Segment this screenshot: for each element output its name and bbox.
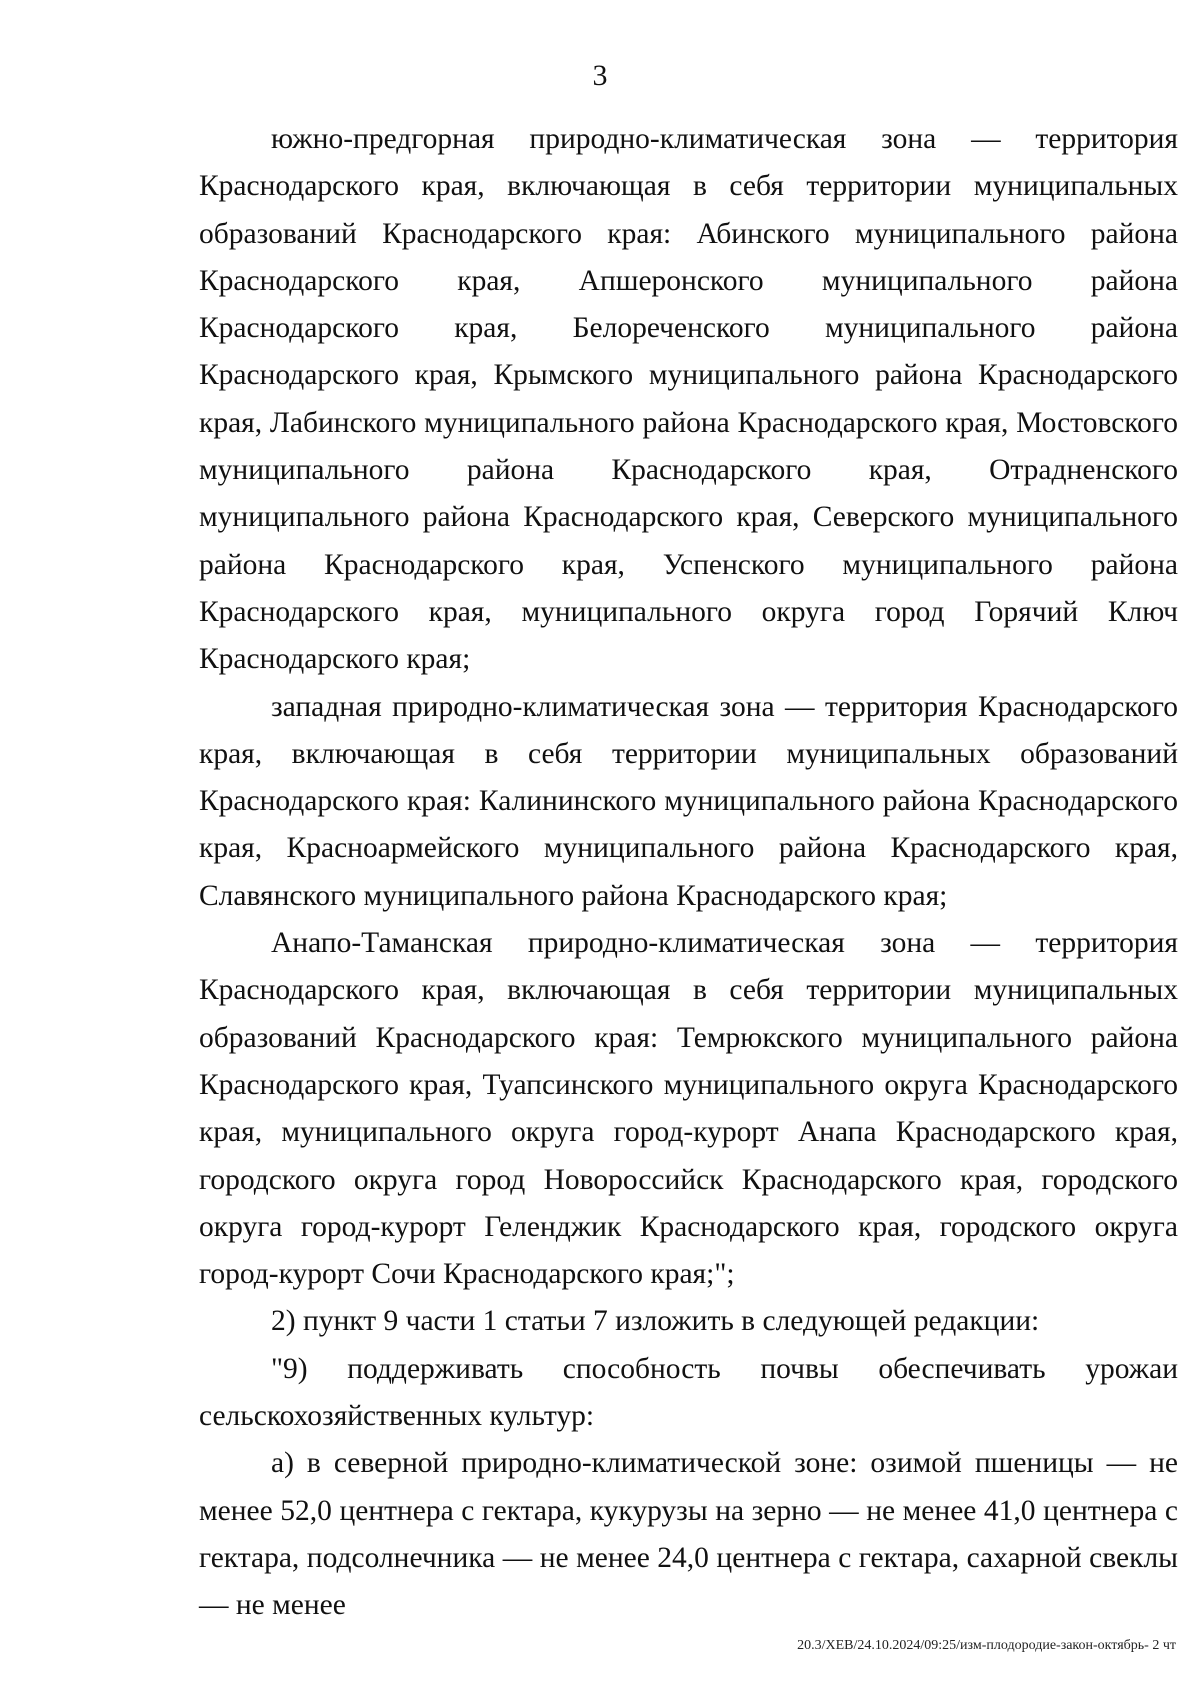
paragraph-western-zone: западная природно-климатическая зона — территория Краснодарского края, включающая в себя территории муниципальных образований Краснодарского края: Калининского муниципального района Краснодарского края, Красноармейского муниципального района Краснодарского края, Славянского муниципального района Краснодарского края; (199, 690, 1178, 912)
document-footer-code: 20.3/ХЕВ/24.10.2024/09:25/изм-плодородие-закон-октябрь- 2 чт (797, 1638, 1176, 1653)
paragraph-amendment-item-2: 2) пункт 9 части 1 статьи 7 изложить в следующей редакции: (271, 1305, 1040, 1338)
paragraph-item-9: "9) поддерживать способность почвы обеспечивать урожаи сельскохозяйственных культур: (199, 1352, 1178, 1433)
paragraph-anapa-taman-zone: Анапо-Таманская природно-климатическая зона — территория Краснодарского края, включающая в себя территории муниципальных образований Краснодарского края: Темрюкского муниципального района Краснодарского края, Туапсинского муниципального округа Краснодарского края, муниципального округа город-курорт Анапа Краснодарского края, городского округа город Новороссийск Краснодарского края, городского округа город-курорт Геленджик Краснодарского края, городского округа город-курорт Сочи Краснодарского края;"; (199, 927, 1178, 1291)
page-number: 3 (592, 59, 608, 92)
document-body (199, 116, 1178, 1630)
paragraph-south-foothill-zone: южно-предгорная природно-климатическая зона — территория Краснодарского края, включающая в себя территории муниципальных образований Краснодарского края: Абинского муниципального района Краснодарского края, Апшеронского муниципального района Краснодарского края, Белореченского муниципального района Краснодарского края, Крымского муниципального района Краснодарского края, Лабинского муниципального района Краснодарского края, Мостовского муниципального района Краснодарского края, Отрадненского муниципального района Краснодарского края, Северского муниципального района Краснодарского края, Успенского муниципального района Краснодарского края, муниципального округа город Горячий Ключ Краснодарского края; (199, 123, 1178, 676)
paragraph-item-9a: а) в северной природно-климатической зоне: озимой пшеницы — не менее 52,0 центнера с гектара, кукурузы на зерно — не менее 41,0 центнера с гектара, подсолнечника — не менее 24,0 центнера с гектара, сахарной свеклы — не менее (199, 1447, 1178, 1622)
